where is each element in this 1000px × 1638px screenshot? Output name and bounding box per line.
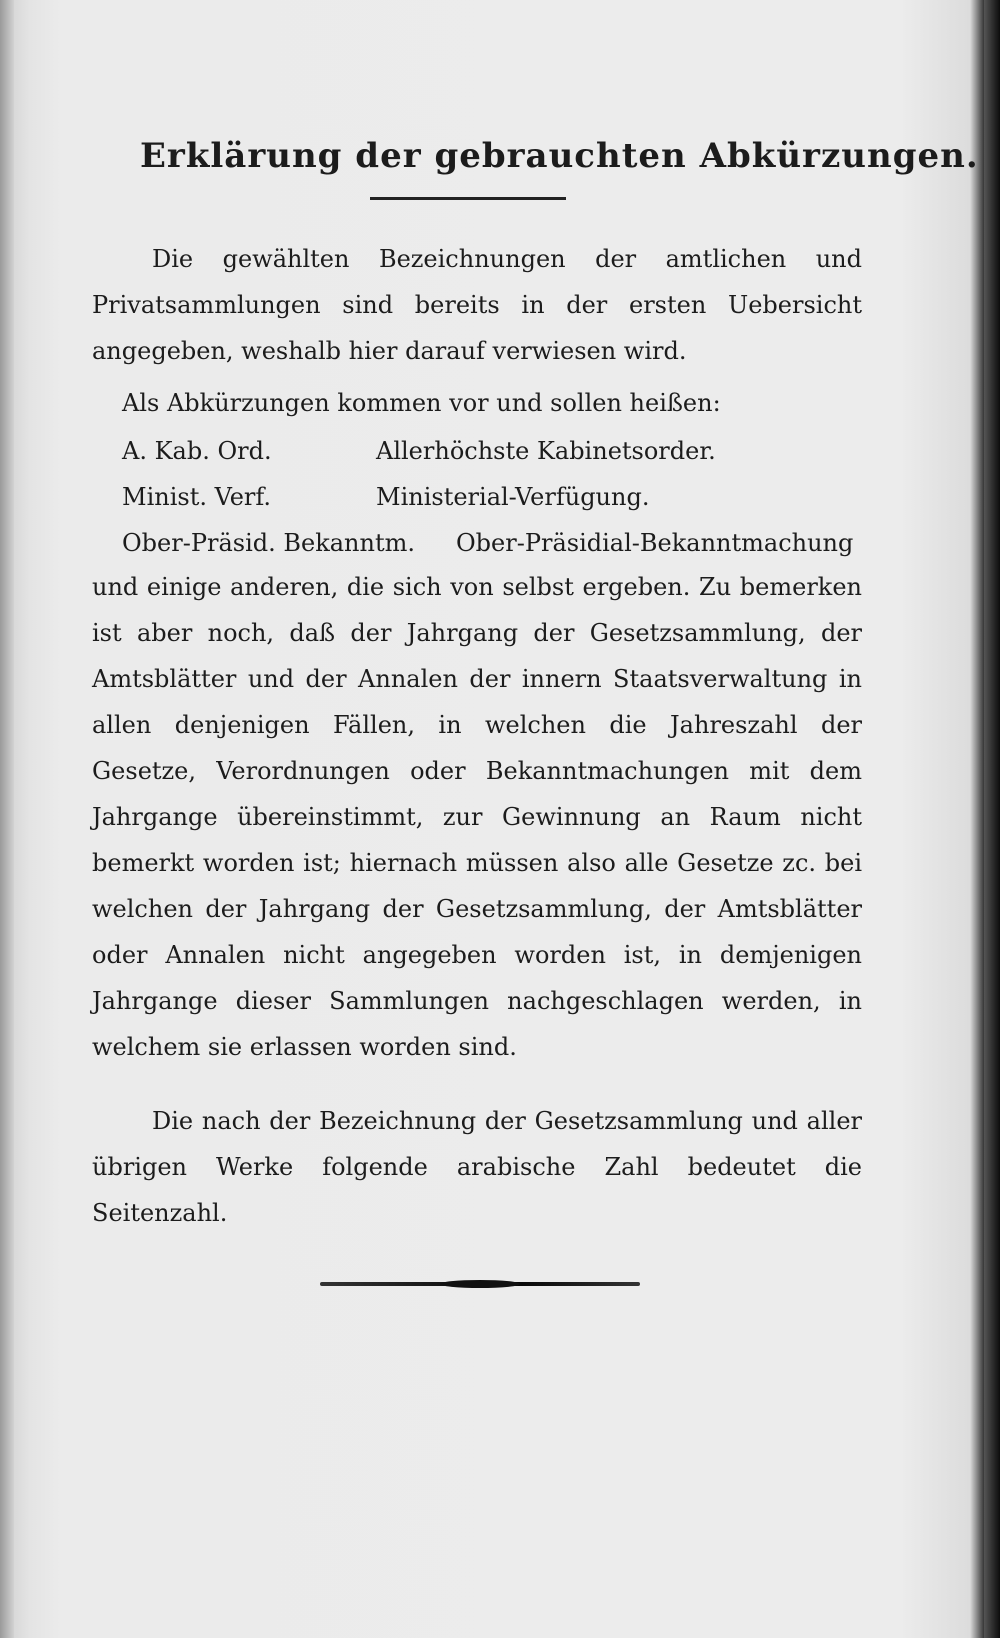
abbreviation-meaning: Ober-Präsidial-Bekanntmachung [456,529,854,557]
abbreviation-key: Minist. Verf. [122,483,272,511]
abbreviation-meaning: Allerhöchste Kabinetsorder. [376,437,716,465]
abbreviation-key: A. Kab. Ord. [122,437,272,465]
title-rule [370,197,566,200]
ornamental-rule [320,1282,640,1286]
binding-edge [0,0,14,1638]
abbreviations-lead: Als Abkürzungen kommen vor und sollen heißen: [122,389,721,417]
page-edge [984,0,1000,1638]
abbreviation-meaning: Ministerial-Verfügung. [376,483,650,511]
final-paragraph: Die nach der Bezeichnung der Gesetzsammlung und aller übrigen Werke folgende arabische Zahl bedeutet die Seitenzahl. [92,1107,862,1227]
abbreviation-key: Ober-Präsid. Bekanntm. [122,529,416,557]
page-title: Erklärung der gebrauchten Abkürzungen. [140,136,979,176]
intro-paragraph: Die gewählten Bezeichnungen der amtlichen und Privatsammlungen sind bereits in der ersten Uebersicht angegeben, weshalb hier darauf verwiesen wird. [92,245,862,365]
continuation-paragraph: und einige anderen, die sich von selbst ergeben. Zu bemerken ist aber noch, daß der Jahrgang der Gesetzsammlung, der Amtsblätter und der Annalen der innern Staatsverwaltung in allen denjenigen Fällen, in welchen die Jahreszahl der Gesetze, Verordnungen oder Bekanntmachungen mit dem Jahrgange übereinstimmt, zur Gewinnung an Raum nicht bemerkt worden ist; hiernach müssen also alle Gesetze zc. bei welchen der Jahrgang der Gesetzsammlung, der Amtsblätter oder Annalen nicht angegeben worden ist, in demjenigen Jahrgange dieser Sammlungen nachgeschlagen werden, in welchem sie erlassen worden sind. [92,573,862,1061]
